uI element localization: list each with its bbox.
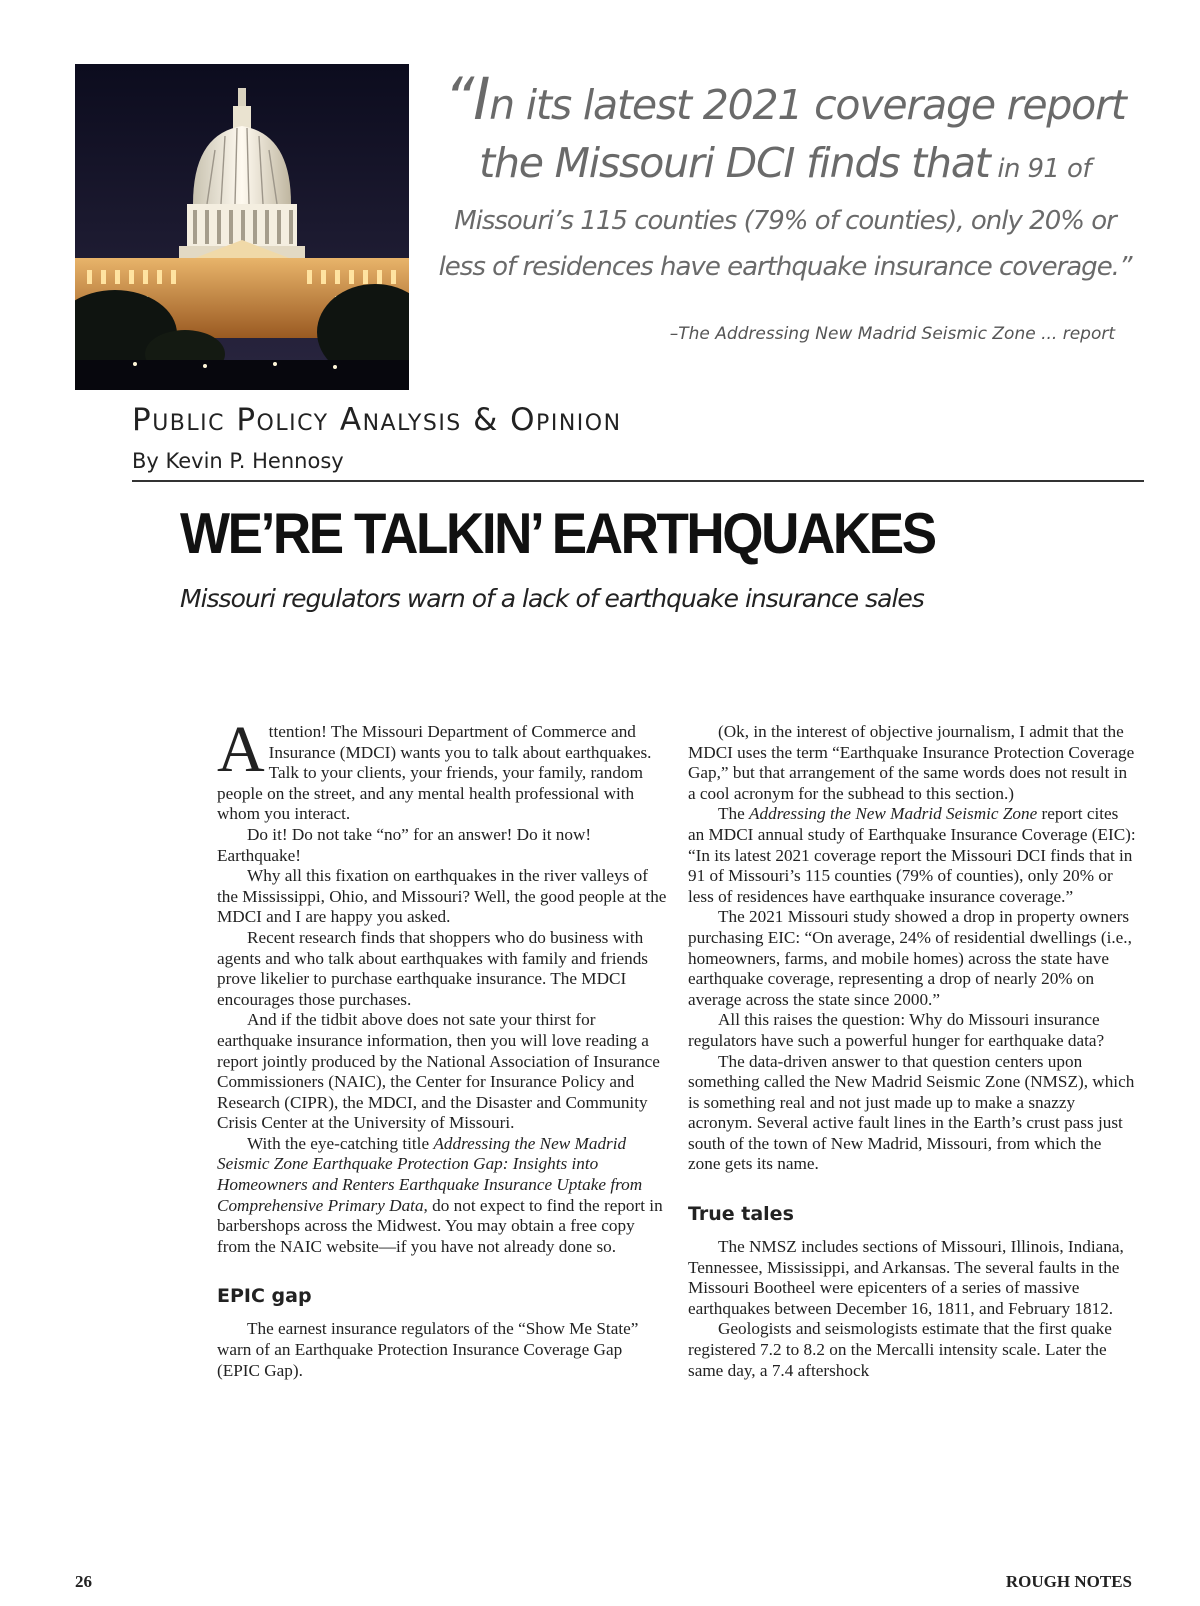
byline: By Kevin P. Hennosy (132, 449, 344, 473)
pull-quote-line-2 (425, 134, 1145, 198)
report-title: Addressing the New Madrid Seismic Zone (749, 804, 1038, 824)
right-column (688, 722, 1136, 1381)
report-title: Addressing the New Madrid Seismic Zone Earthquake Protection Gap: Insights into Homeowners and Renters Earthquake Insurance Uptake from Comprehensive Primary Data, (217, 1133, 643, 1215)
quote-first-letter: I (473, 65, 490, 133)
paragraph: And if the tidbit above does not sate your thirst for earthquake insurance information, then you will love reading a report jointly produced by the National Association of Insurance Commissioners (NAIC), the Center for Insurance Policy and Research (CIPR), the MDCI, and the Disaster and Community Crisis Center at the University of Missouri. (217, 1010, 660, 1133)
publication-name: ROUGH NOTES (1005, 1572, 1132, 1591)
paragraph: Recent research finds that shoppers who do business with agents and who talk about earthquakes with family and friends prove likelier to purchase earthquake insurance. The MDCI encourages those purchases. (217, 927, 648, 1009)
pull-quote-line-1 (425, 65, 1145, 134)
quote-open-mark: “ (444, 65, 474, 133)
subhead-epic-gap: EPIC gap (217, 1285, 312, 1308)
pull-quote-line-3: Missouri’s 115 counties (79% of counties), only 20% or (454, 206, 1116, 236)
pull-quote-line-4: less of residences have earthquake insurance coverage.” (438, 252, 1132, 282)
page-number: 26 (75, 1572, 92, 1591)
paragraph-text: The (718, 804, 750, 824)
paragraph-text: With the eye-catching title (247, 1133, 434, 1153)
paragraph (217, 1134, 667, 1258)
drop-cap: A (217, 713, 265, 786)
paragraph-text: ttention! The Missouri Department of Commerce and Insurance (MDCI) wants you to talk about earthquakes. Talk to your clients, your friends, your family, random people on the street, and any mental health professional with whom you interact. (217, 722, 652, 824)
pull-quote-attribution: –The Addressing New Madrid Seismic Zone ... report (669, 324, 1115, 344)
paragraph: (Ok, in the interest of objective journalism, I admit that the MDCI uses the term “Earthquake Insurance Protection Coverage Gap,” but that arrangement of the same words does not result in a cool acronym for the subhead to this section.) (688, 722, 1135, 803)
pull-quote (425, 65, 1145, 290)
paragraph: Do it! Do not take “no” for an answer! Do it now! Earthquake! (217, 824, 592, 865)
capitol-building-illustration (75, 64, 409, 390)
paragraph: Geologists and seismologists estimate that the first quake registered 7.2 to 8.2 on the Mercalli intensity scale. Later the same day, a 7.4 aftershock (688, 1319, 1112, 1380)
headline: WE’RE TALKIN’ EARTHQUAKES (180, 502, 935, 566)
paragraph (688, 804, 1136, 907)
paragraph-text: report cites an MDCI annual study of Earthquake Insurance Coverage (EIC): “In its latest 2021 coverage report the Missouri DCI finds that in 91 of Missouri’s 115 counties (79% of counties), only 20% or less of residences have earthquake insurance coverage.” (688, 804, 1136, 906)
paragraph: Why all this fixation on earthquakes in the river valleys of the Mississippi, Ohio, and Missouri? Well, the good people at the MDCI and I are happy you asked. (217, 866, 667, 927)
paragraph: The data-driven answer to that question centers upon something called the New Madrid Seismic Zone (NMSZ), which is something real and not just made up to make a snazzy acronym. Several active fault lines in the Earth’s crust pass just south of the town of New Madrid, Missouri, from which the zone gets its name. (688, 1051, 1135, 1174)
paragraph (217, 713, 667, 825)
capitol-photo (75, 64, 409, 390)
section-title: Public Policy Analysis & Opinion (132, 402, 622, 438)
paragraph: The 2021 Missouri study showed a drop in property owners purchasing EIC: “On average, 24% of residential dwellings (i.e., homeowners, farms, and mobile homes) across the state have earthquake coverage, representing a drop of nearly 20% on average across the state since 2000.” (688, 907, 1132, 1009)
quote-line-1-text: n its latest 2021 coverage report (489, 81, 1126, 129)
quote-line-2-small: in 91 of (989, 154, 1091, 184)
paragraph: The earnest insurance regulators of the “Show Me State” warn of an Earthquake Protection Insurance Coverage Gap (EPIC Gap). (217, 1319, 639, 1380)
paragraph-text: do not expect to find the report in barbershops across the Midwest. You may obtain a free copy from the NAIC website—if you have not already done so. (217, 1195, 663, 1256)
header-rule (132, 480, 1144, 482)
quote-line-2-big: the Missouri DCI finds that (479, 139, 990, 187)
deck-subtitle: Missouri regulators warn of a lack of earthquake insurance sales (180, 584, 924, 613)
paragraph: The NMSZ includes sections of Missouri, Illinois, Indiana, Tennessee, Mississippi, and Arkansas. The several faults in the Missouri Bootheel were epicenters of a series of massive earthquakes between December 16, 1811, and February 1812. (688, 1237, 1124, 1318)
subhead-true-tales: True tales (688, 1203, 794, 1226)
left-column (217, 713, 667, 1381)
paragraph: All this raises the question: Why do Missouri insurance regulators have such a powerful hunger for earthquake data? (688, 1010, 1105, 1050)
